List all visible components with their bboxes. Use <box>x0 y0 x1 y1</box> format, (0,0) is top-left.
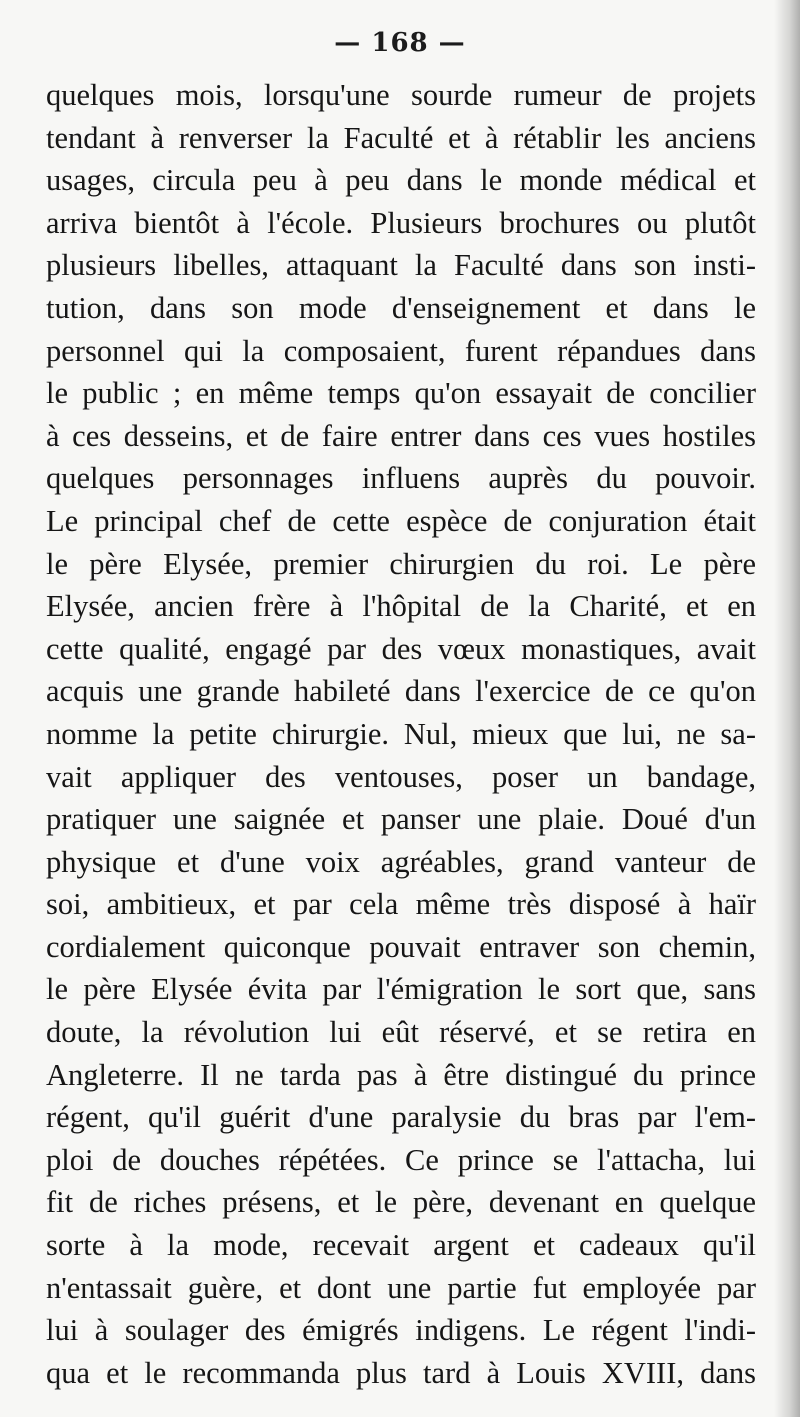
text-line: fit de riches présens, et le père, devenant en quelque <box>46 1185 756 1220</box>
text-line: tendant à renverser la Faculté et à rétablir les anciens <box>46 120 756 155</box>
text-line: plusieurs libelles, attaquant la Faculté dans son insti- <box>46 248 756 283</box>
text-line: qua et le recommanda plus tard à Louis XVIII, dans <box>46 1355 756 1390</box>
text-line: tution, dans son mode d'enseignement et dans le <box>46 290 756 325</box>
text-line: régent, qu'il guérit d'une paralysie du bras par l'em- <box>46 1100 756 1135</box>
text-line: à ces desseins, et de faire entrer dans ces vues hostiles <box>46 418 756 453</box>
page-number: — 168 — <box>334 28 466 58</box>
text-line: quelques mois, lorsqu'une sourde rumeur de projets <box>46 78 756 112</box>
text-line: Elysée, ancien frère à l'hôpital de la Charité, et en <box>46 589 756 624</box>
text-line: ploi de douches répétées. Ce prince se l'attacha, lui <box>46 1142 756 1177</box>
text-line: physique et d'une voix agréables, grand vanteur de <box>46 844 756 879</box>
text-line: Angleterre. Il ne tarda pas à être distingué du prince <box>46 1057 756 1092</box>
text-line: vait appliquer des ventouses, poser un bandage, <box>46 759 756 794</box>
text-line: arriva bientôt à l'école. Plusieurs brochures ou plutôt <box>46 205 756 240</box>
text-line: personnel qui la composaient, furent répandues dans <box>46 333 756 368</box>
text-line: nomme la petite chirurgie. Nul, mieux que lui, ne sa- <box>46 716 756 751</box>
text-line: cordialement quiconque pouvait entraver son chemin, <box>46 929 756 964</box>
text-line: acquis une grande habileté dans l'exercice de ce qu'on <box>46 674 756 709</box>
text-line: pratiquer une saignée et panser une plaie. Doué d'un <box>46 802 756 837</box>
page-edge-shadow <box>774 0 800 1417</box>
text-line: le père Elysée évita par l'émigration le sort que, sans <box>46 972 756 1007</box>
text-line: quelques personnages influens auprès du pouvoir. <box>46 461 756 496</box>
text-line: n'entassait guère, et dont une partie fut employée par <box>46 1270 756 1305</box>
text-line: Le principal chef de cette espèce de conjuration était <box>46 503 756 538</box>
text-line: soi, ambitieux, et par cela même très disposé à haïr <box>46 887 756 922</box>
text-line: sorte à la mode, recevait argent et cadeaux qu'il <box>46 1228 756 1263</box>
text-line: doute, la révolution lui eût réservé, et se retira en <box>46 1015 756 1050</box>
text-line: le père Elysée, premier chirurgien du roi. Le père <box>46 546 756 581</box>
body-text <box>46 74 756 1394</box>
text-line: lui à soulager des émigrés indigens. Le régent l'indi- <box>46 1313 756 1348</box>
text-line: le public ; en même temps qu'on essayait de concilier <box>46 376 756 411</box>
text-line: cette qualité, engagé par des vœux monastiques, avait <box>46 631 756 666</box>
text-line: usages, circula peu à peu dans le monde médical et <box>46 163 756 198</box>
